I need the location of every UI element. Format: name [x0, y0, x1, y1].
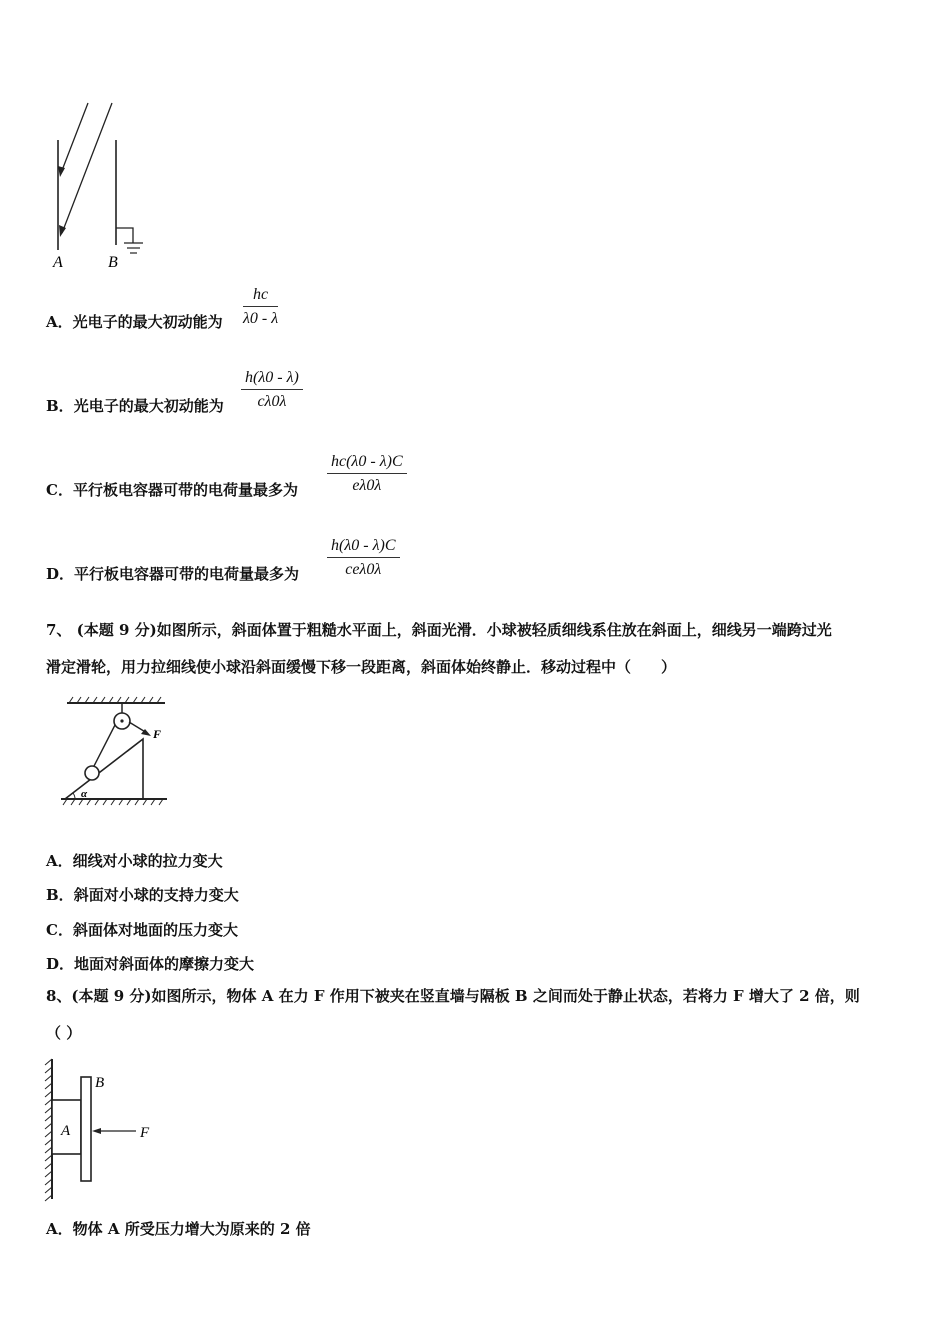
- question-8: [46, 978, 916, 1052]
- question-7-line-2: 滑定滑轮，用力拉细线使小球沿斜面缓慢下移一段距离，斜面体始终静止．移动过程中（ ）: [46, 658, 677, 676]
- option-letter: A．: [46, 852, 73, 870]
- incline-figure: [55, 695, 175, 810]
- option-letter: D．: [46, 955, 75, 973]
- option-6d: [46, 563, 299, 584]
- option-text: 平行板电容器可带的电荷量最多为: [74, 565, 300, 583]
- option-8a: [46, 1218, 311, 1239]
- option-text: 平行板电容器可带的电荷量最多为: [72, 481, 298, 499]
- formula-numerator: hc: [243, 286, 278, 307]
- option-text: 物体 A 所受压力增大为原来的 2 倍: [72, 1220, 311, 1238]
- option-7d: [46, 953, 254, 974]
- force-label: F: [153, 727, 162, 741]
- formula-numerator: h(λ0 - λ)C: [327, 537, 400, 558]
- formula-6b: [241, 369, 303, 411]
- pulley-axle: [120, 719, 123, 722]
- option-text: 细线对小球的拉力变大: [72, 852, 223, 870]
- option-7c: [46, 919, 238, 940]
- angle-label: α: [81, 788, 88, 800]
- light-ray-1-arrowhead: [58, 166, 65, 177]
- option-7a: [46, 850, 223, 871]
- formula-numerator: hc(λ0 - λ)C: [327, 453, 407, 474]
- formula-denominator: λ0 - λ: [243, 310, 279, 327]
- option-letter: D．: [46, 565, 75, 583]
- option-letter: C．: [46, 481, 73, 499]
- label-f: F: [140, 1125, 150, 1141]
- formula-6a: [243, 286, 278, 328]
- option-letter: A．: [46, 1220, 73, 1238]
- formula-6c: [327, 453, 407, 495]
- option-7b: [46, 884, 239, 905]
- photoelectric-figure: [40, 95, 170, 275]
- formula-denominator: eλ0λ: [352, 477, 382, 494]
- string-to-ball: [93, 725, 115, 768]
- option-6c: [46, 479, 298, 500]
- label-plate-b: B: [108, 254, 118, 271]
- option-text: 光电子的最大初动能为: [73, 397, 224, 415]
- label-plate-a: A: [53, 254, 63, 271]
- option-text: 斜面体对地面的压力变大: [72, 921, 238, 939]
- option-6b: [46, 395, 224, 416]
- question-8-line-2: （ ）: [46, 1024, 82, 1042]
- formula-numerator: h(λ0 - λ): [241, 369, 303, 390]
- question-8-line-1: 8、(本题 9 分)如图所示，物体 A 在力 F 作用下被夹在竖直墙与隔板 B 之间而处于静止状态，若将力 F 增大了 2 倍，则: [46, 987, 860, 1005]
- option-6a: [46, 311, 223, 332]
- wall-hatch: [45, 1059, 52, 1201]
- label-a: A: [61, 1123, 71, 1139]
- light-ray-2: [62, 103, 112, 233]
- ground-wire: [116, 228, 133, 243]
- ball: [85, 766, 99, 780]
- plate-b: [81, 1077, 91, 1181]
- label-b: B: [95, 1075, 105, 1091]
- option-letter: B．: [46, 397, 74, 415]
- option-letter: C．: [46, 921, 73, 939]
- question-7: [46, 612, 916, 686]
- question-7-line-1: 7、 (本题 9 分)如图所示，斜面体置于粗糙水平面上，斜面光滑．小球被轻质细线系住放在斜面上，细线另一端跨过光: [46, 621, 832, 639]
- option-letter: B．: [46, 886, 74, 904]
- force-arrowhead: [92, 1128, 101, 1134]
- option-text: 光电子的最大初动能为: [72, 313, 223, 331]
- wall-block-figure: [40, 1055, 170, 1205]
- formula-6d: [327, 537, 400, 579]
- formula-denominator: cλ0λ: [257, 393, 287, 410]
- formula-denominator: ceλ0λ: [345, 561, 382, 578]
- option-letter: A．: [46, 313, 73, 331]
- light-ray-1: [61, 103, 88, 173]
- option-text: 斜面对小球的支持力变大: [73, 886, 239, 904]
- option-text: 地面对斜面体的摩擦力变大: [74, 955, 255, 973]
